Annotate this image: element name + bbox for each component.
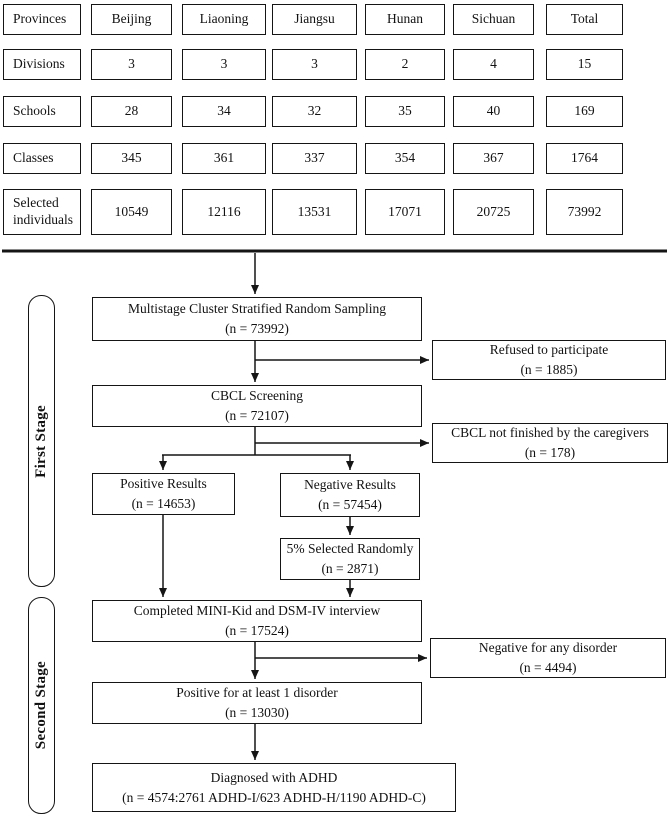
box-sampling <box>92 297 422 341</box>
table-cell: Sichuan <box>453 4 534 35</box>
box-interview <box>92 600 422 642</box>
box-sampling-title: Multistage Cluster Stratified Random Sampling <box>128 301 386 317</box>
box-negative-title: Negative Results <box>304 477 396 493</box>
table-cell: Beijing <box>91 4 172 35</box>
box-selected-randomly <box>280 538 420 580</box>
box-negative-results <box>280 473 420 517</box>
table-cell: 73992 <box>546 189 623 235</box>
table-cell: Hunan <box>365 4 445 35</box>
box-negative-any-disorder <box>430 638 666 678</box>
table-cell: 12116 <box>182 189 266 235</box>
table-cell: 1764 <box>546 143 623 174</box>
box-refused <box>432 340 666 380</box>
table-cell: 35 <box>365 96 445 127</box>
box-interview-title: Completed MINI-Kid and DSM-IV interview <box>133 603 381 619</box>
table-cell: 345 <box>91 143 172 174</box>
box-interview-n: (n = 17524) <box>225 623 289 638</box>
box-cbcl-screening <box>92 385 422 427</box>
table-cell: 3 <box>182 49 266 80</box>
box-diagnosed-adhd-title: Diagnosed with ADHD <box>210 769 338 785</box>
second-stage-label: Second Stage <box>33 661 49 750</box>
box-positive-one-disorder-title: Positive for at least 1 disorder <box>176 685 338 701</box>
table-cell: 361 <box>182 143 266 174</box>
box-negative-any-disorder-n: (n = 4494) <box>519 660 577 675</box>
table-cell: 34 <box>182 96 266 127</box>
row-header-classes: Classes <box>3 143 81 174</box>
box-cbcl-title: CBCL Screening <box>210 388 304 404</box>
table-cell: 28 <box>91 96 172 127</box>
box-cbcl-unfinished-title: CBCL not finished by the caregivers <box>451 425 649 441</box>
table-cell: Total <box>546 4 623 35</box>
first-stage-label: First Stage <box>33 404 49 478</box>
box-positive-one-disorder-n: (n = 13030) <box>225 705 289 720</box>
table-cell: 40 <box>453 96 534 127</box>
table-cell: 3 <box>91 49 172 80</box>
table-cell: 3 <box>272 49 357 80</box>
table-cell: 10549 <box>91 189 172 235</box>
row-header-provinces: Provinces <box>3 4 81 35</box>
table-cell: 354 <box>365 143 445 174</box>
box-positive-results <box>92 473 235 515</box>
box-cbcl-n: (n = 72107) <box>225 408 289 423</box>
table-cell: 337 <box>272 143 357 174</box>
table-cell: 15 <box>546 49 623 80</box>
box-refused-title: Refused to participate <box>489 342 609 358</box>
box-refused-n: (n = 1885) <box>520 362 578 377</box>
box-positive-one-disorder <box>92 682 422 724</box>
row-header-schools: Schools <box>3 96 81 127</box>
box-negative-n: (n = 57454) <box>318 497 382 512</box>
table-cell: 17071 <box>365 189 445 235</box>
row-header-divisions: Divisions <box>3 49 81 80</box>
table-cell: 32 <box>272 96 357 127</box>
box-negative-any-disorder-title: Negative for any disorder <box>478 640 618 656</box>
box-selected-randomly-n: (n = 2871) <box>321 561 379 576</box>
first-stage-bracket <box>28 295 55 587</box>
row-header-selected-individuals: Selected individuals <box>3 189 81 235</box>
box-positive-n: (n = 14653) <box>131 496 196 511</box>
table-cell: 13531 <box>272 189 357 235</box>
box-cbcl-unfinished <box>432 423 668 463</box>
table-cell: 367 <box>453 143 534 174</box>
box-diagnosed-adhd <box>92 763 456 812</box>
table-cell: 2 <box>365 49 445 80</box>
table-cell: Jiangsu <box>272 4 357 35</box>
table-cell: 169 <box>546 96 623 127</box>
box-selected-randomly-title: 5% Selected Randomly <box>286 541 414 557</box>
box-diagnosed-adhd-n: (n = 4574:2761 ADHD-I/623 ADHD-H/1190 ADHD-C) <box>122 789 426 805</box>
table-cell: 4 <box>453 49 534 80</box>
box-positive-title: Positive Results <box>120 476 207 492</box>
second-stage-bracket <box>28 597 55 814</box>
box-sampling-n: (n = 73992) <box>225 321 289 336</box>
box-cbcl-unfinished-n: (n = 178) <box>524 445 576 460</box>
table-cell: Liaoning <box>182 4 266 35</box>
table-cell: 20725 <box>453 189 534 235</box>
